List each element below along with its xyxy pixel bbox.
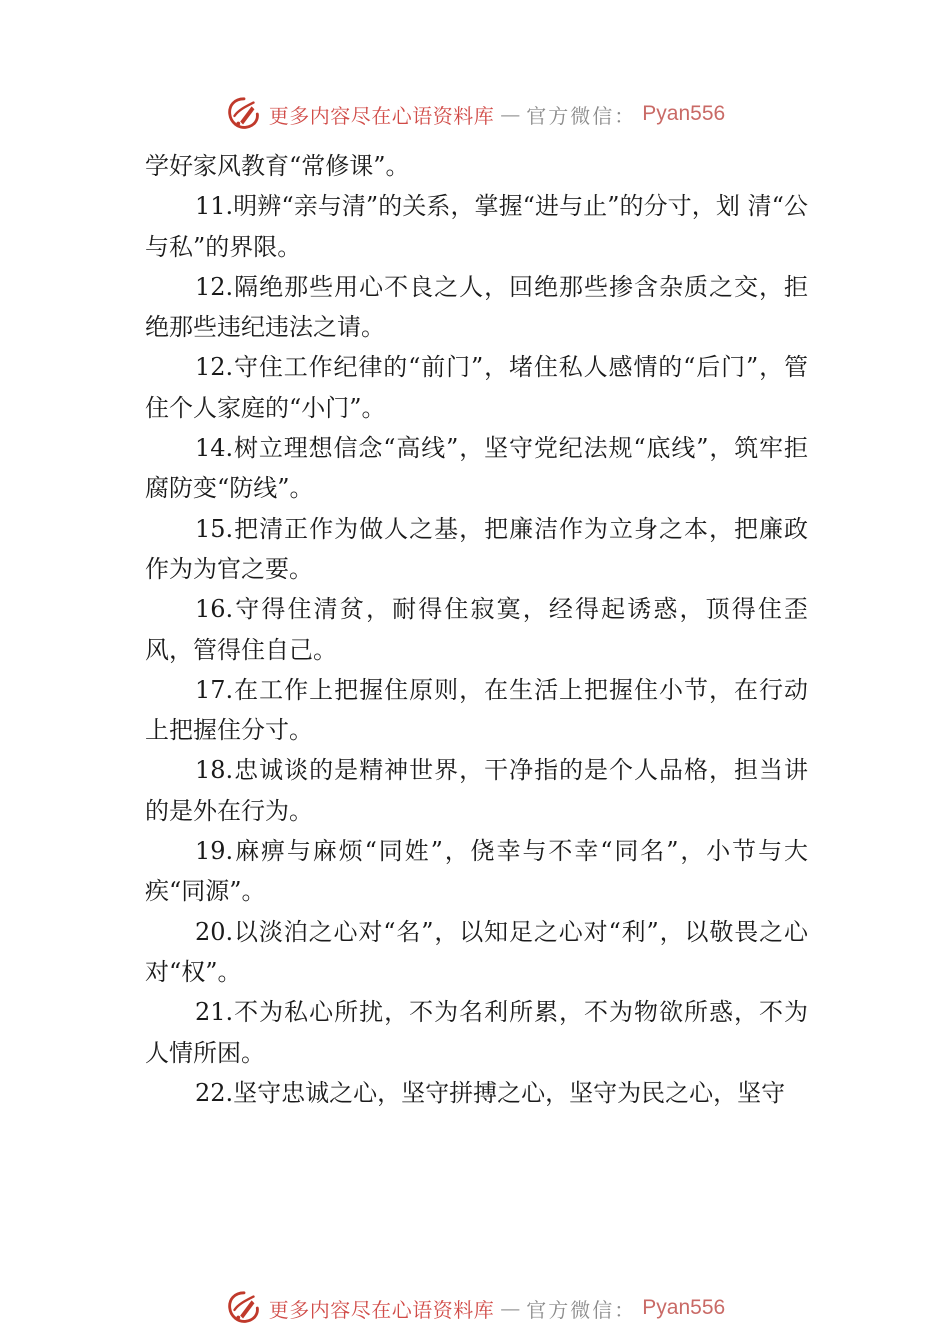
pen-swirl-logo-icon [225,95,263,133]
paragraph: 19.麻痹与麻烦“同姓”，侥幸与不幸“同名”，小节与大疾“同源”。 [145,837,808,906]
paragraph: 20.以淡泊之心对“名”，以知足之心对“利”，以敬畏之心对“权”。 [145,917,808,986]
header-dash: — [500,102,521,126]
header-site-text: 更多内容尽在心语资料库 [268,103,495,128]
paragraph: 12.守住工作纪律的“前门”，堵住私人感情的“后门”，管住个人家庭的“小门”。 [145,353,808,422]
footer-site-text: 更多内容尽在心语资料库 [268,1297,495,1322]
paragraph: 16.守得住清贫，耐得住寂寞，经得起诱惑，顶得住歪风，管得住自己。 [145,595,808,664]
paragraph: 17.在工作上把握住原则，在生活上把握住小节，在行动上把握住分寸。 [145,675,808,745]
header-official-label: 官方微信： [526,103,637,128]
paragraph: 15.把清正作为做人之基，把廉洁作为立身之本，把廉政作为为官之要。 [145,514,808,583]
paragraph: 11.明辨“亲与清”的关系，掌握“进与止”的分寸，划 清“公与私”的界限。 [145,192,808,261]
paragraph: 22.坚守忠诚之心，坚守拼搏之心，坚守为民之心，坚守 [195,1078,786,1107]
footer-wechat-id: Pyan556 [642,1296,726,1319]
header-banner [0,94,950,134]
header-wechat-id: Pyan556 [642,102,726,125]
paragraph: 学好家风教育“常修课”。 [145,152,410,180]
paragraph: 18.忠诚谈的是精神世界，干净指的是个人品格，担当讲的是外在行为。 [145,756,808,825]
footer-official-label: 官方微信： [526,1297,637,1322]
footer-banner [0,1288,950,1328]
paragraph: 12.隔绝那些用心不良之人，回绝那些掺含杂质之交，拒绝那些违纪违法之请。 [145,272,808,342]
footer-dash: — [500,1296,521,1320]
pen-swirl-logo-icon [225,1289,263,1327]
paragraph: 14.树立理想信念“高线”，坚守党纪法规“底线”，筑牢拒腐防变“防线”。 [145,434,808,503]
document-body [145,146,808,1113]
paragraph: 21.不为私心所扰，不为名利所累，不为物欲所惑，不为人情所困。 [145,998,808,1067]
